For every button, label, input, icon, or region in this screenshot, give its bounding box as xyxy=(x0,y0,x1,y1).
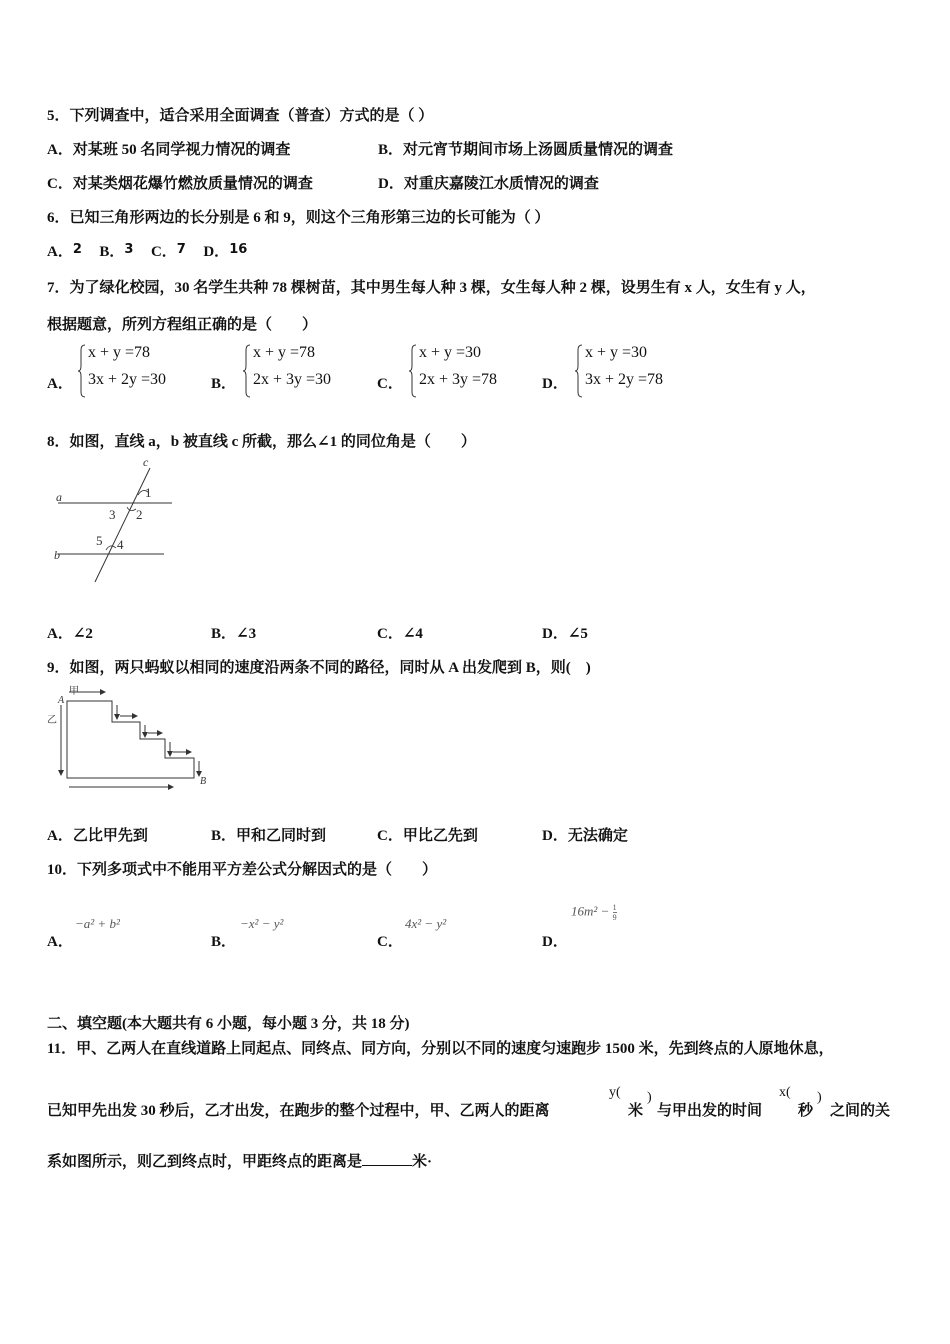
label-c: c xyxy=(143,455,149,469)
q5-option-c: C．对某类烟花爆竹燃放质量情况的调查 xyxy=(47,176,313,192)
q6-option-b-value: 3 xyxy=(124,242,134,257)
label-jia: 甲 xyxy=(69,686,79,697)
q5-option-b: B．对元宵节期间市场上汤圆质量情况的调查 xyxy=(378,142,674,158)
q9-figure xyxy=(45,683,215,793)
q6-option-d-label: D． xyxy=(203,244,230,260)
q7-option-b-eq2: 2x + 3y =30 xyxy=(253,371,332,388)
label-point-a: A xyxy=(58,695,65,706)
q7-option-a-eq1: x + y =78 xyxy=(88,344,151,361)
q6-stem: 6．已知三角形两边的长分别是 6 和 9，则这个三角形第三边的长可能为（ ） xyxy=(47,210,550,226)
angle-label-4: 4 xyxy=(117,537,124,552)
q5-stem: 5．下列调查中，适合采用全面调查（普查）方式的是（ ） xyxy=(47,108,434,124)
q7-stem-line1: 7．为了绿化校园，30 名学生共种 78 棵树苗，其中男生每人种 3 棵，女生每人种 2 棵，设男生有 x 人，女生有 y 人， xyxy=(47,280,816,296)
staircase-outline xyxy=(67,701,194,778)
q7-option-c-eq2: 2x + 3y =78 xyxy=(419,371,498,388)
q11-x-close: ) xyxy=(817,1090,822,1105)
q9-option-c: C．甲比乙先到 xyxy=(377,828,478,844)
angle-arc-3 xyxy=(127,507,136,511)
q9-option-b: B．甲和乙同时到 xyxy=(211,828,327,844)
q7-option-b-eq1: x + y =78 xyxy=(253,344,316,361)
q6-option-b-label: B． xyxy=(99,244,125,260)
q10-option-b-formula: −x² − y² xyxy=(240,916,284,931)
q6-option-c-label: C． xyxy=(150,244,177,260)
q7-option-b-label: B． xyxy=(211,376,237,392)
q11-line1: 11．甲、乙两人在直线道路上同起点、同终点、同方向，分别以不同的速度匀速跑步 1500 米，先到终点的人原地休息， xyxy=(47,1041,834,1057)
q11-line3b: 米· xyxy=(412,1154,433,1170)
brace-icon xyxy=(409,344,417,398)
q11-y-close: ) xyxy=(647,1090,652,1105)
q10-option-a-label: A． xyxy=(47,934,73,950)
q11-x-symbol: x( xyxy=(779,1085,791,1100)
q7-option-a-label: A． xyxy=(47,376,73,392)
q10-option-d-main: 16m² − xyxy=(571,903,610,919)
q10-option-c-label: C． xyxy=(377,934,403,950)
q6-option-a-value: 2 xyxy=(72,242,82,257)
section2-heading: 二、填空题(本大题共有 6 小题，每小题 3 分，共 18 分) xyxy=(47,1016,410,1032)
q6-option-c-value: 7 xyxy=(176,242,186,257)
label-a: a xyxy=(56,490,62,504)
q5-option-a: A．对某班 50 名同学视力情况的调查 xyxy=(47,142,291,158)
q10-option-d-formula xyxy=(571,903,617,922)
q10-option-c-formula: 4x² − y² xyxy=(405,916,447,931)
q11-line2c: 之间的关 xyxy=(830,1103,891,1119)
q7-option-c-eq1: x + y =30 xyxy=(419,344,482,361)
angle-label-2: 2 xyxy=(136,507,143,522)
label-b: b xyxy=(54,548,60,562)
q8-option-a: A．∠2 xyxy=(47,626,93,642)
q9-stem: 9．如图，两只蚂蚁以相同的速度沿两条不同的路径，同时从 A 出发爬到 B，则( ) xyxy=(47,660,591,676)
q6-options xyxy=(47,240,247,261)
q10-option-a-formula: −a² + b² xyxy=(75,916,120,931)
q8-stem: 8．如图，直线 a，b 被直线 c 所截，那么∠1 的同位角是（ ） xyxy=(47,434,476,450)
q7-option-d-eq2: 3x + 2y =78 xyxy=(585,371,664,388)
line-c xyxy=(95,468,150,582)
angle-label-1: 1 xyxy=(145,485,152,500)
fraction-denominator: 9 xyxy=(612,913,617,922)
label-yi: 乙 xyxy=(47,715,57,726)
q9-option-d: D．无法确定 xyxy=(542,828,628,844)
q8-option-d: D．∠5 xyxy=(542,626,588,642)
q8-option-c: C．∠4 xyxy=(377,626,423,642)
q10-option-d-fraction xyxy=(613,903,617,922)
q11-line2a: 已知甲先出发 30 秒后，乙才出发，在跑步的整个过程中，甲、乙两人的距离 xyxy=(47,1103,550,1119)
q10-stem: 10．下列多项式中不能用平方差公式分解因式的是（ ） xyxy=(47,862,438,878)
q9-option-a: A．乙比甲先到 xyxy=(47,828,148,844)
q10-option-d-label: D． xyxy=(542,934,568,950)
answer-blank[interactable] xyxy=(362,1151,412,1166)
q11-line3a: 系如图所示，则乙到终点时，甲距终点的距离是 xyxy=(47,1154,363,1170)
q11-line2b: 与甲出发的时间 xyxy=(657,1103,763,1119)
q7-option-a-eq2: 3x + 2y =30 xyxy=(88,371,167,388)
q11-x-unit: 秒 xyxy=(798,1103,814,1119)
q11-line3 xyxy=(47,1150,432,1171)
q10-option-b-label: B． xyxy=(211,934,237,950)
brace-icon xyxy=(575,344,583,398)
q6-option-a-label: A． xyxy=(47,244,73,260)
q6-option-d-value: 16 xyxy=(229,242,248,257)
q7-option-c-label: C． xyxy=(377,376,403,392)
q7-option-d-eq1: x + y =30 xyxy=(585,344,648,361)
angle-label-5: 5 xyxy=(96,533,103,548)
q8-figure xyxy=(50,455,180,585)
q7-stem-line2: 根据题意，所列方程组正确的是（ ） xyxy=(47,317,318,333)
q8-option-b: B．∠3 xyxy=(211,626,257,642)
brace-icon xyxy=(78,344,86,398)
fraction-numerator: 1 xyxy=(612,903,617,912)
brace-icon xyxy=(243,344,251,398)
q7-option-d-label: D． xyxy=(542,376,568,392)
label-point-b: B xyxy=(200,776,207,787)
q5-option-d: D．对重庆嘉陵江水质情况的调查 xyxy=(378,176,599,192)
q11-y-unit: 米 xyxy=(628,1103,644,1119)
angle-label-3: 3 xyxy=(109,507,116,522)
q11-y-symbol: y( xyxy=(609,1085,621,1100)
